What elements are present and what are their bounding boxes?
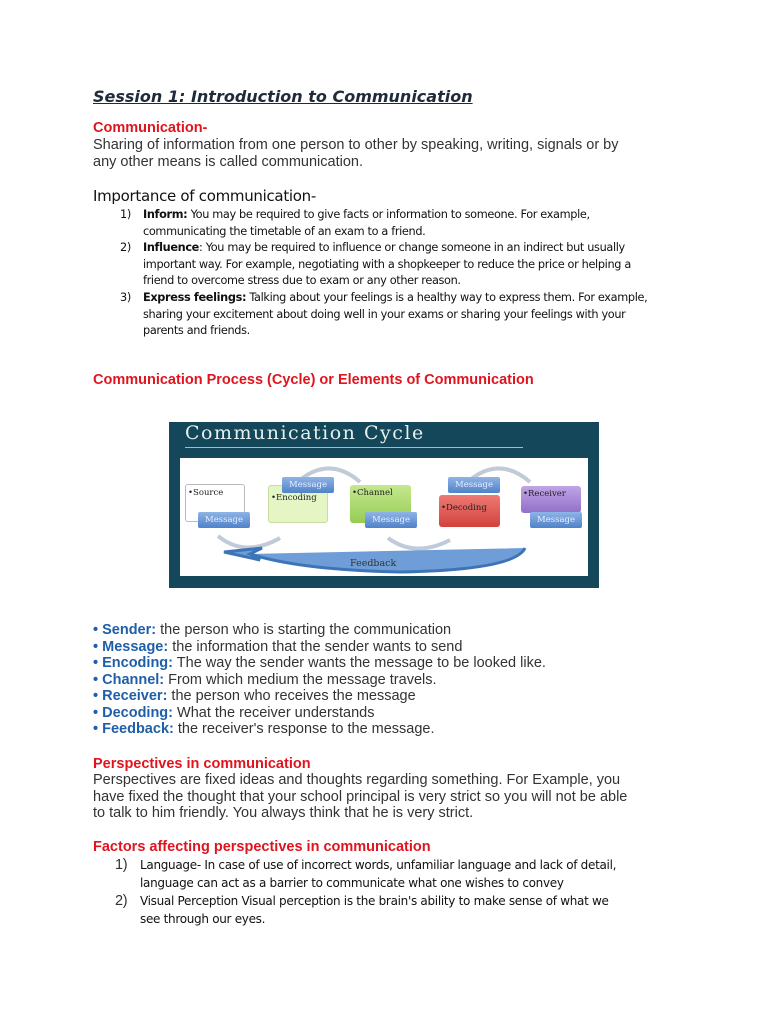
list-item bbox=[120, 207, 673, 240]
list-number: 3) bbox=[120, 290, 131, 304]
list-term: Inform: bbox=[143, 208, 188, 221]
text: the receiver's response to the message. bbox=[173, 721, 435, 737]
message-label: Message bbox=[282, 477, 334, 493]
bullet: • bbox=[93, 688, 103, 704]
text: friend to overcome stress due to exam or any other reason. bbox=[143, 274, 461, 288]
text: the person who is starting the communication bbox=[156, 622, 452, 638]
list-item bbox=[93, 688, 546, 705]
list-item bbox=[93, 705, 546, 722]
list-item bbox=[93, 721, 546, 738]
list-term: Feedback: bbox=[102, 721, 174, 737]
text-line: Sharing of information from one person to other by speaking, writing, signals or by bbox=[93, 137, 619, 153]
list-item bbox=[115, 892, 685, 928]
text: see through our eyes. bbox=[140, 912, 266, 926]
bullet: • bbox=[93, 671, 103, 688]
communication-heading: Communication- bbox=[93, 120, 208, 136]
list-term: Receiver: bbox=[102, 688, 168, 704]
text: The way the sender wants the message to be looked like. bbox=[173, 655, 546, 671]
list-term: Visual Perception bbox=[140, 894, 238, 908]
text: parents and friends. bbox=[143, 324, 250, 338]
bullet: • bbox=[93, 704, 103, 721]
list-number: 2) bbox=[115, 893, 128, 909]
list-term: Decoding: bbox=[102, 704, 173, 721]
text: : You may be required to influence or change someone in an indirect but usually bbox=[199, 241, 625, 255]
diagram-title: Communication Cycle bbox=[185, 422, 425, 444]
feedback-label: Feedback bbox=[350, 558, 397, 569]
diagram-title-underline bbox=[185, 447, 523, 448]
factors-list bbox=[115, 856, 685, 928]
text: the person who receives the message bbox=[167, 688, 416, 704]
list-item bbox=[93, 622, 546, 639]
list-term: Sender: bbox=[102, 622, 157, 638]
process-heading: Communication Process (Cycle) or Elements of Communication bbox=[93, 372, 534, 388]
bullet: • bbox=[93, 721, 103, 737]
arc-arrow bbox=[218, 536, 280, 548]
message-label: Message bbox=[448, 477, 500, 493]
message-label: Message bbox=[530, 512, 582, 528]
list-term: Channel: bbox=[102, 671, 165, 688]
arc-arrow bbox=[388, 538, 450, 549]
diagram-panel bbox=[180, 458, 588, 576]
text: Visual perception is the brain's ability to make sense of what we bbox=[237, 894, 609, 908]
text: What the receiver understands bbox=[173, 704, 375, 721]
list-item bbox=[93, 672, 546, 689]
text: communicating the timetable of an exam to a friend. bbox=[143, 224, 426, 238]
text-line: have fixed the thought that your school principal is very strict so you will not be able bbox=[93, 788, 628, 805]
list-number: 1) bbox=[115, 857, 128, 873]
communication-cycle-diagram bbox=[169, 422, 599, 588]
channel-box: •Channel bbox=[350, 485, 411, 523]
bullet: • bbox=[93, 655, 103, 671]
decoding-box: •Decoding bbox=[439, 495, 500, 527]
text: - In case of use of incorrect words, unfamiliar language and lack of detail, bbox=[196, 858, 617, 872]
list-term: Encoding: bbox=[102, 655, 173, 671]
list-term: Message: bbox=[102, 638, 169, 655]
source-box: •Source bbox=[185, 484, 245, 522]
text: important way. For example, negotiating with a shopkeeper to reduce the price or helping a bbox=[143, 257, 631, 271]
list-term: Express feelings: bbox=[143, 290, 247, 304]
text-line: Perspectives are fixed ideas and thoughts regarding something. For Example, you bbox=[93, 772, 621, 788]
list-term: Influence bbox=[143, 241, 199, 255]
receiver-box: •Receiver bbox=[521, 486, 581, 513]
elements-list bbox=[93, 622, 546, 738]
list-item bbox=[120, 290, 673, 340]
list-item bbox=[120, 240, 673, 290]
bullet: • bbox=[93, 638, 103, 655]
text: From which medium the message travels. bbox=[164, 671, 437, 688]
list-item bbox=[115, 856, 685, 892]
text-line: to talk to him friendly. You always think that he is very strict. bbox=[93, 805, 474, 821]
perspectives-text bbox=[93, 772, 693, 822]
text: the information that the sender wants to send bbox=[168, 638, 463, 655]
text: Talking about your feelings is a healthy way to express them. For example, bbox=[246, 290, 648, 304]
message-label: Message bbox=[365, 512, 417, 528]
list-term: Language bbox=[140, 858, 197, 872]
text: You may be required to give facts or information to someone. For example, bbox=[187, 208, 590, 221]
text: sharing your excitement about doing well in your exams or sharing your feelings with your bbox=[143, 307, 626, 321]
communication-definition bbox=[93, 137, 673, 170]
list-number: 1) bbox=[120, 208, 131, 221]
importance-heading: Importance of communication- bbox=[93, 187, 316, 205]
list-number: 2) bbox=[120, 241, 131, 255]
list-item bbox=[93, 655, 546, 672]
message-label: Message bbox=[198, 512, 250, 528]
factors-heading: Factors affecting perspectives in communication bbox=[93, 839, 431, 855]
perspectives-heading: Perspectives in communication bbox=[93, 756, 311, 772]
page-title: Session 1: Introduction to Communication bbox=[93, 87, 473, 106]
encoding-box: •Encoding bbox=[268, 485, 328, 523]
text: language can act as a barrier to communicate what one wishes to convey bbox=[140, 876, 564, 890]
bullet: • bbox=[93, 622, 103, 638]
list-item bbox=[93, 639, 546, 656]
importance-list bbox=[120, 207, 673, 340]
text-line: any other means is called communication. bbox=[93, 153, 363, 170]
